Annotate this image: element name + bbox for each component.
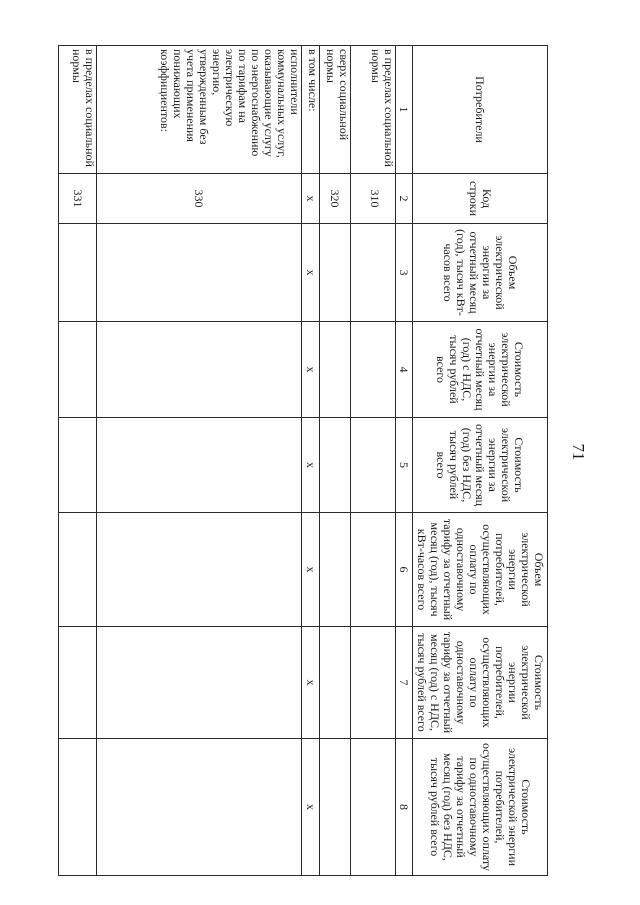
table-cell: x [302,322,320,418]
table-row-310 [351,46,396,876]
header-row [413,46,548,876]
column-number-row [396,46,413,876]
header-cost-with-vat: Стоимость электрической энергии за отчетный месяц (год) с НДС, тысяч рублей всего [413,322,548,418]
header-row-code: Код строки [413,174,548,224]
table-cell [59,224,97,322]
table-cell [59,513,97,627]
consumption-table [58,45,548,876]
table-cell [59,739,97,876]
table-cell [351,513,396,627]
table-cell: x [302,224,320,322]
table-cell [97,627,302,739]
header-single-rate-cost-with-vat: Стоимость электрической энергии потребителей, осуществляющих оплату по одноставочному тарифу за отчетный месяц (год) с НДС, тысяч рублей всего [413,627,548,739]
table-cell [97,224,302,322]
table-cell [59,322,97,418]
page-number: 71 [569,443,588,461]
column-number: 3 [396,224,413,322]
table-cell [320,224,351,322]
row-code: 330 [97,174,302,224]
row-label: исполнители коммунальных услуг, оказывающие услугу по энергоснабжению по тарифам на электрическую энергию, утвержденным без учета применения понижающих коэффициентов: [97,46,302,174]
row-code: x [302,174,320,224]
table-cell [97,418,302,513]
table-cell [59,627,97,739]
row-label: сверх социальной нормы [320,46,351,174]
table-cell [351,739,396,876]
table-cell [320,739,351,876]
table-cell [320,513,351,627]
table-cell [351,322,396,418]
column-number: 2 [396,174,413,224]
column-number: 8 [396,739,413,876]
column-number: 6 [396,513,413,627]
row-label: в пределах социальной нормы [59,46,97,174]
row-label: в пределах социальной нормы [351,46,396,174]
column-number: 5 [396,418,413,513]
table-cell: x [302,739,320,876]
consumption-table-wrapper [70,45,548,875]
table-cell: x [302,513,320,627]
table-cell: x [302,627,320,739]
table-cell: x [302,418,320,513]
table-row-331 [59,46,97,876]
table-cell [351,627,396,739]
header-consumers: Потребители [413,46,548,174]
header-volume-total: Объем электрической энергии за отчетный месяц (год), тысяч кВт-часов всего [413,224,548,322]
table-cell [97,739,302,876]
row-code: 331 [59,174,97,224]
table-cell [97,513,302,627]
row-code: 310 [351,174,396,224]
row-label: в том числе: [302,46,320,174]
row-code: 320 [320,174,351,224]
table-cell [320,322,351,418]
column-number: 7 [396,627,413,739]
table-row-320 [320,46,351,876]
table-cell [351,418,396,513]
table-cell [97,322,302,418]
table-row-including [302,46,320,876]
table-cell [320,627,351,739]
table-cell [59,418,97,513]
table-row-330 [97,46,302,876]
table-cell [351,224,396,322]
table-cell [320,418,351,513]
column-number: 1 [396,46,413,174]
header-single-rate-volume: Объем электрической энергии потребителей, осуществляющих оплату по одноставочному тарифу за отчетный месяц (год), тысяч кВт-часов всего [413,513,548,627]
header-cost-without-vat: Стоимость электрической энергии за отчетный месяц (год) без НДС, тысяч рублей всего [413,418,548,513]
column-number: 4 [396,322,413,418]
header-single-rate-cost-without-vat: Стоимость электрической энергии потребителей, осуществляющих оплату по одноставочному тарифу за отчетный месяц (год) без НДС, тысяч рублей всего [413,739,548,876]
